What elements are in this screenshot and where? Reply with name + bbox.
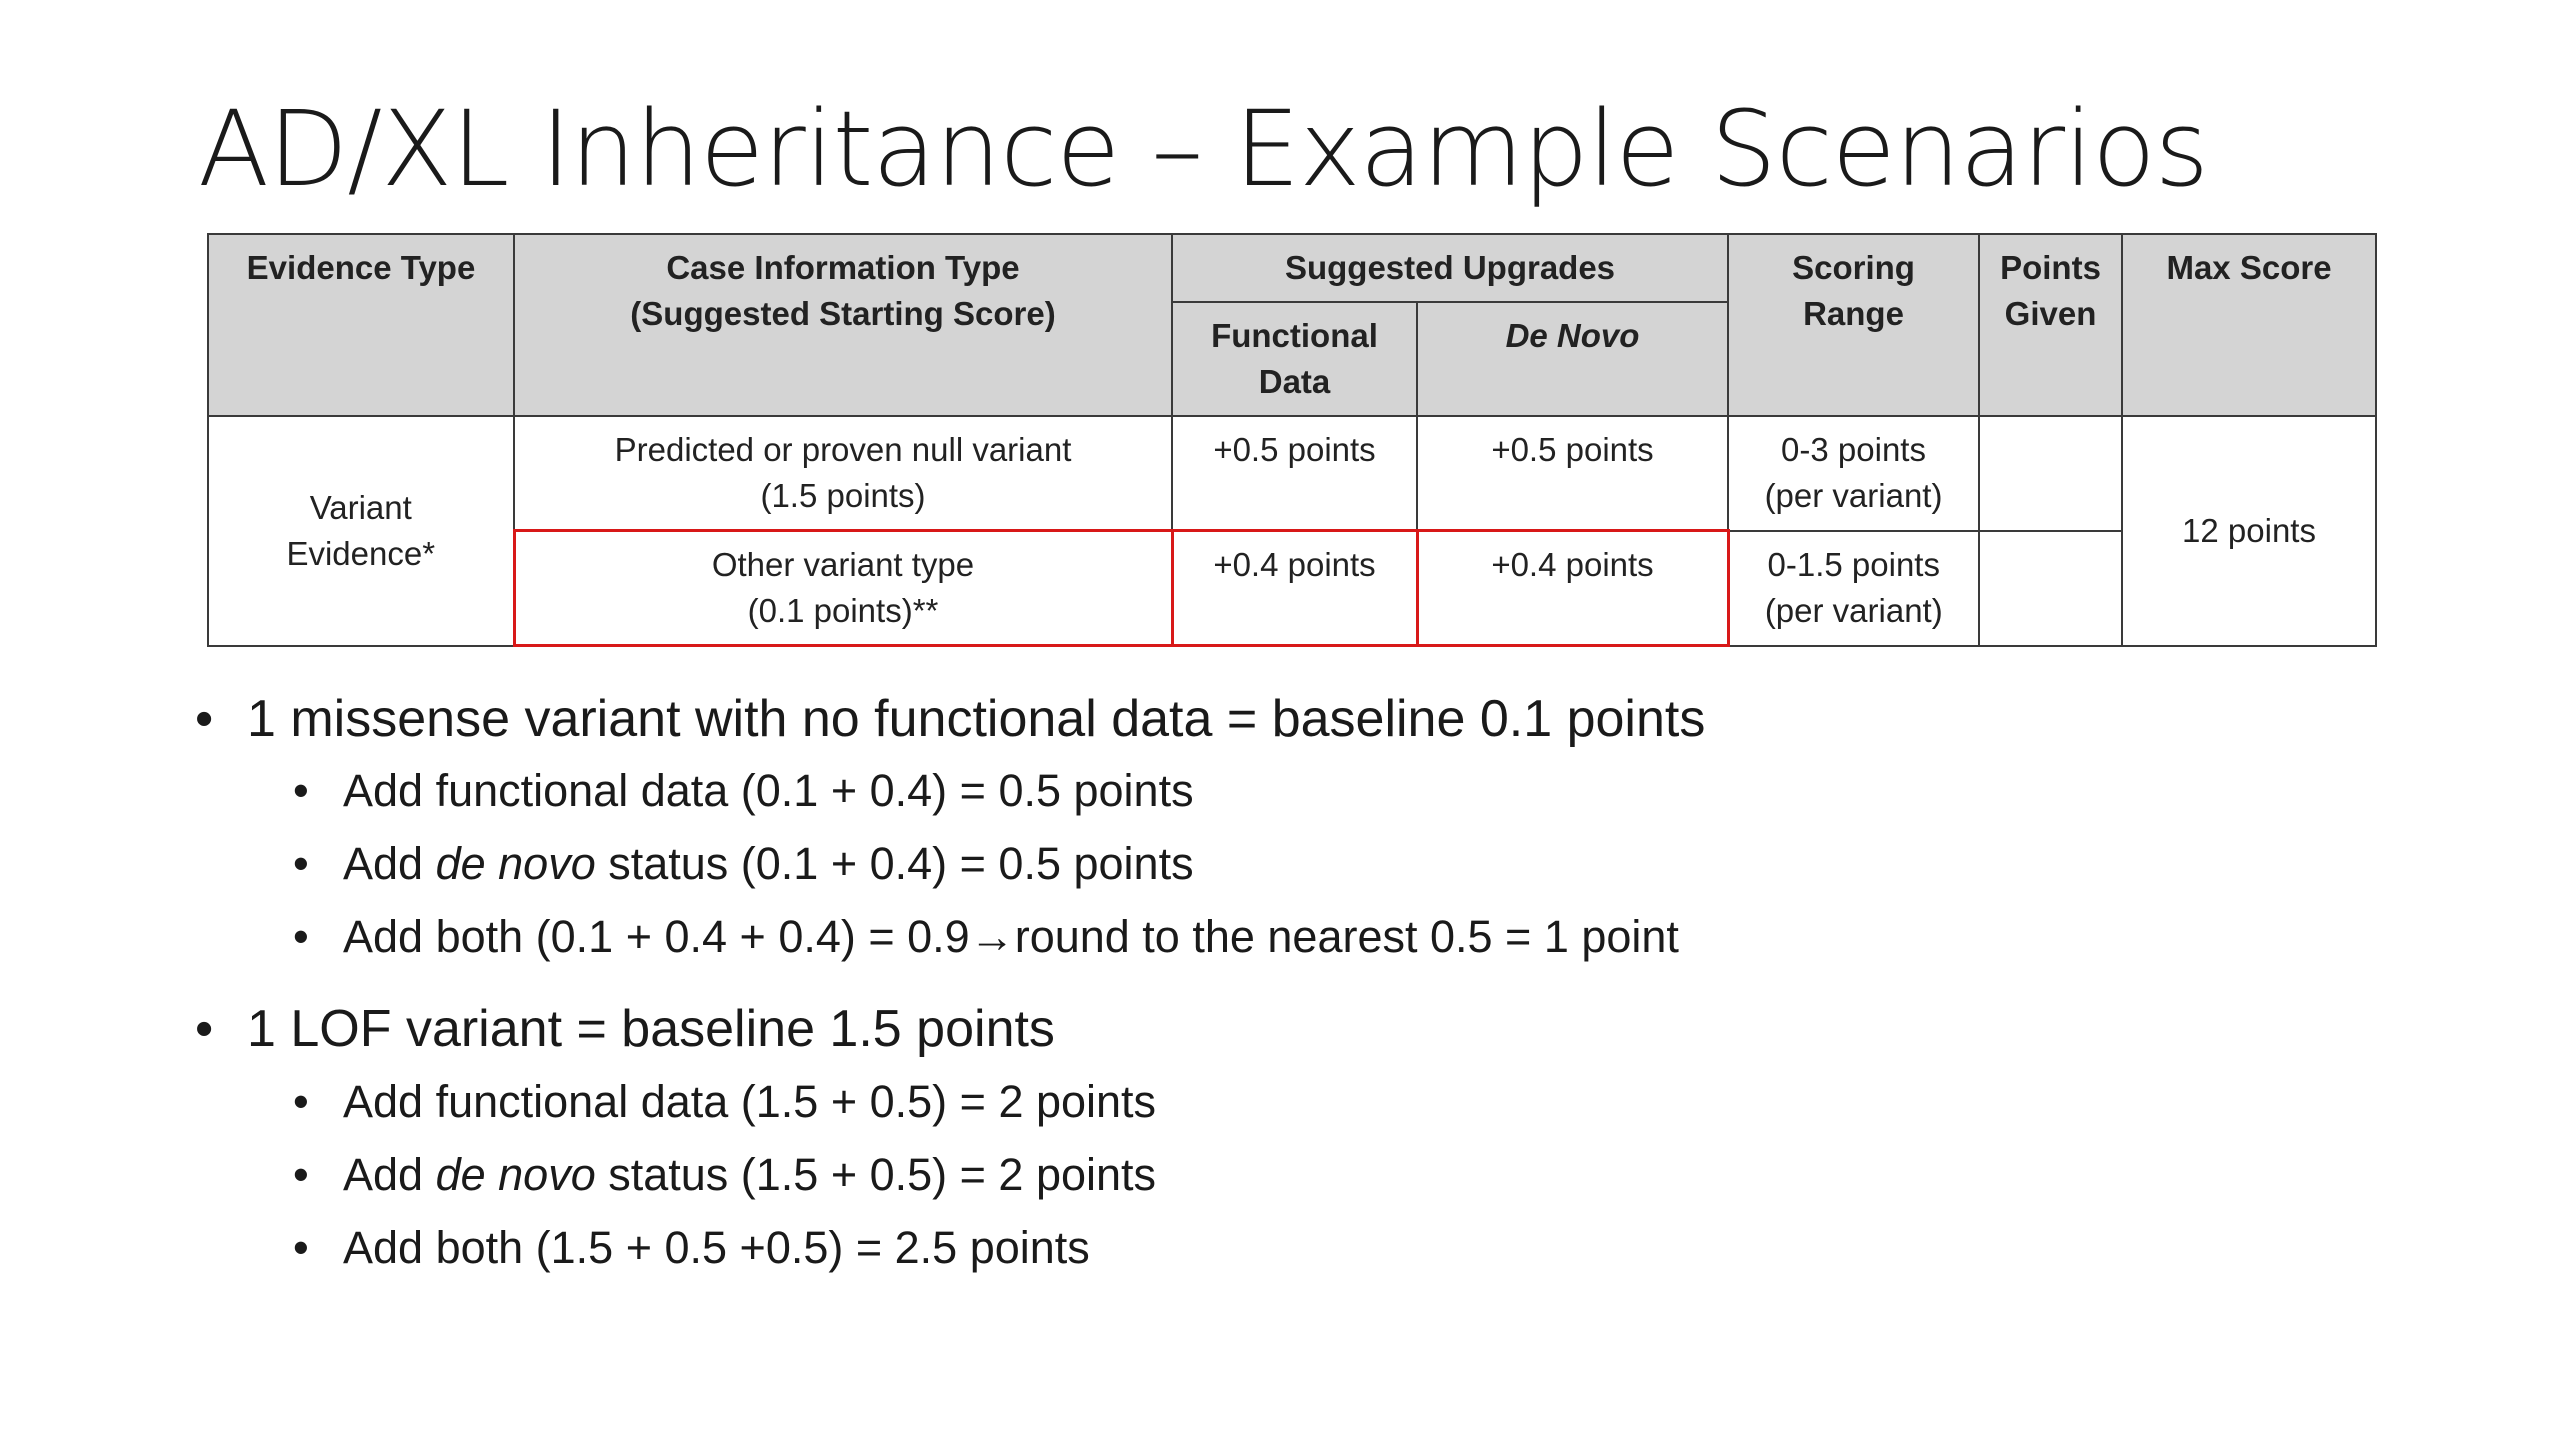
bullet-group-lof bbox=[195, 998, 2395, 1274]
cell-case-info: Predicted or proven null variant (1.5 points) bbox=[514, 416, 1172, 531]
header-scoring-range: Scoring Range bbox=[1728, 234, 1979, 416]
header-points-given: Points Given bbox=[1979, 234, 2122, 416]
cell-case-info-highlighted: Other variant type (0.1 points)** bbox=[514, 531, 1172, 646]
cell-de-novo-highlighted: +0.4 points bbox=[1417, 531, 1728, 646]
sub-bullet: • Add de novo status (1.5 + 0.5) = 2 points bbox=[195, 1148, 2395, 1202]
scoring-table bbox=[207, 233, 2377, 647]
cell-scoring-range: 0-3 points (per variant) bbox=[1728, 416, 1979, 531]
sub-bullet: • Add functional data (1.5 + 0.5) = 2 points bbox=[195, 1075, 2395, 1129]
header-de-novo: De Novo bbox=[1417, 302, 1728, 416]
bullet-list bbox=[195, 688, 2395, 1309]
cell-points-given bbox=[1979, 416, 2122, 531]
cell-max-score: 12 points bbox=[2122, 416, 2376, 646]
cell-functional-highlighted: +0.4 points bbox=[1172, 531, 1417, 646]
table-row bbox=[208, 531, 2376, 646]
cell-scoring-range: 0-1.5 points (per variant) bbox=[1728, 531, 1979, 646]
bullet-group-missense bbox=[195, 688, 2395, 964]
cell-de-novo: +0.5 points bbox=[1417, 416, 1728, 531]
sub-bullet: • Add de novo status (0.1 + 0.4) = 0.5 points bbox=[195, 837, 2395, 891]
sub-bullet: • Add functional data (0.1 + 0.4) = 0.5 points bbox=[195, 764, 2395, 818]
sub-bullet: • Add both (1.5 + 0.5 +0.5) = 2.5 points bbox=[195, 1221, 2395, 1275]
bullet-missense: • 1 missense variant with no functional data = baseline 0.1 points bbox=[195, 688, 2395, 750]
sub-bullet: • Add both (0.1 + 0.4 + 0.4) = 0.9→round to the nearest 0.5 = 1 point bbox=[195, 910, 2395, 964]
slide-title: AD/XL Inheritance – Example Scenarios bbox=[198, 88, 2208, 210]
header-max-score: Max Score bbox=[2122, 234, 2376, 416]
header-suggested-upgrades: Suggested Upgrades bbox=[1172, 234, 1728, 302]
cell-functional: +0.5 points bbox=[1172, 416, 1417, 531]
header-case-information-type: Case Information Type (Suggested Starting Score) bbox=[514, 234, 1172, 416]
header-functional-data: Functional Data bbox=[1172, 302, 1417, 416]
bullet-lof: • 1 LOF variant = baseline 1.5 points bbox=[195, 998, 2395, 1060]
header-evidence-type: Evidence Type bbox=[208, 234, 514, 416]
table-row bbox=[208, 416, 2376, 531]
cell-variant-evidence: Variant Evidence* bbox=[208, 416, 514, 646]
cell-points-given bbox=[1979, 531, 2122, 646]
